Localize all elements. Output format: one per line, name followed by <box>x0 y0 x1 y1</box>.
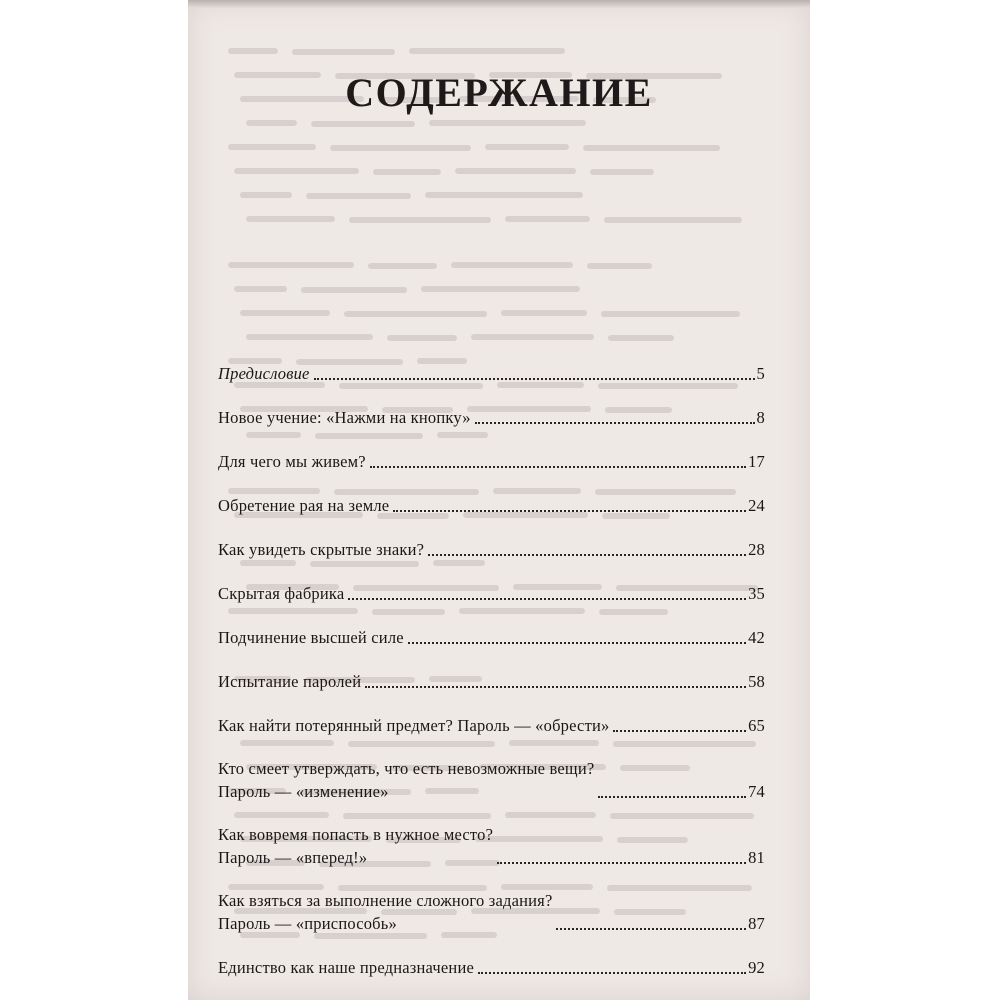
toc-entry <box>218 824 765 870</box>
toc-page-number: 92 <box>748 958 765 977</box>
toc-entry-title: Предисловие <box>218 364 310 383</box>
toc-entry-title: Подчинение высшей силе <box>218 628 404 647</box>
toc-page-number: 8 <box>756 408 765 427</box>
toc-page-number: 28 <box>748 540 765 559</box>
dot-leader <box>365 685 746 688</box>
toc-entry <box>218 670 765 694</box>
toc-entry <box>218 956 765 980</box>
toc-entry-title: Как найти потерянный предмет? Пароль — «обрести» <box>218 716 610 735</box>
toc-entry <box>218 494 765 518</box>
toc-page-number: 87 <box>748 914 765 933</box>
toc-entry-title: Испытание паролей <box>218 672 362 691</box>
toc-entry <box>218 538 765 562</box>
toc-entry <box>218 758 765 804</box>
dot-leader <box>497 861 746 864</box>
toc-page-number: 65 <box>748 716 765 735</box>
dot-leader <box>475 421 755 424</box>
toc-entry-title-line1: Кто смеет утверждать, что есть невозможные вещи? <box>218 759 595 778</box>
toc-entry-title: Для чего мы живем? <box>218 452 366 471</box>
toc-entry-title-line1: Как взяться за выполнение сложного задания? <box>218 891 553 910</box>
toc-entry <box>218 406 765 430</box>
toc-entry-title: Пароль — «вперед!» <box>218 848 368 867</box>
toc-entry <box>218 450 765 474</box>
toc-entry <box>218 362 765 386</box>
toc-entry <box>218 582 765 606</box>
book-page <box>188 0 810 1000</box>
dot-leader <box>428 553 746 556</box>
dot-leader <box>370 465 746 468</box>
toc-page-number: 81 <box>748 848 765 867</box>
toc-entry-title: Пароль — «приспособь» <box>218 914 397 933</box>
toc-entry-title: Единство как наше предназначение <box>218 958 475 977</box>
page-title: СОДЕРЖАНИЕ <box>345 69 653 115</box>
dot-leader <box>478 971 746 974</box>
dot-leader <box>598 795 746 798</box>
toc-page-number: 5 <box>756 364 765 383</box>
toc-entry-title: Пароль — «изменение» <box>218 782 389 801</box>
toc-page-number: 17 <box>748 452 765 471</box>
toc-page-number: 42 <box>748 628 765 647</box>
dot-leader <box>393 509 746 512</box>
dot-leader <box>314 377 755 380</box>
toc-page-number: 58 <box>748 672 765 691</box>
toc-page-number: 74 <box>748 782 765 801</box>
toc-entry-title: Обретение рая на земле <box>218 496 390 515</box>
toc-page-number: 35 <box>748 584 765 603</box>
dot-leader <box>556 927 746 930</box>
toc-entry-title: Скрытая фабрика <box>218 584 345 603</box>
dot-leader <box>348 597 746 600</box>
dot-leader <box>408 641 746 644</box>
dot-leader <box>613 729 746 732</box>
table-of-contents <box>218 362 765 1000</box>
toc-entry-title: Как увидеть скрытые знаки? <box>218 540 425 559</box>
toc-entry <box>218 626 765 650</box>
toc-entry-title: Новое учение: «Нажми на кнопку» <box>218 408 471 427</box>
toc-entry <box>218 714 765 738</box>
toc-entry-title-line1: Как вовремя попасть в нужное место? <box>218 825 494 844</box>
toc-entry <box>218 890 765 936</box>
toc-page-number: 24 <box>748 496 765 515</box>
